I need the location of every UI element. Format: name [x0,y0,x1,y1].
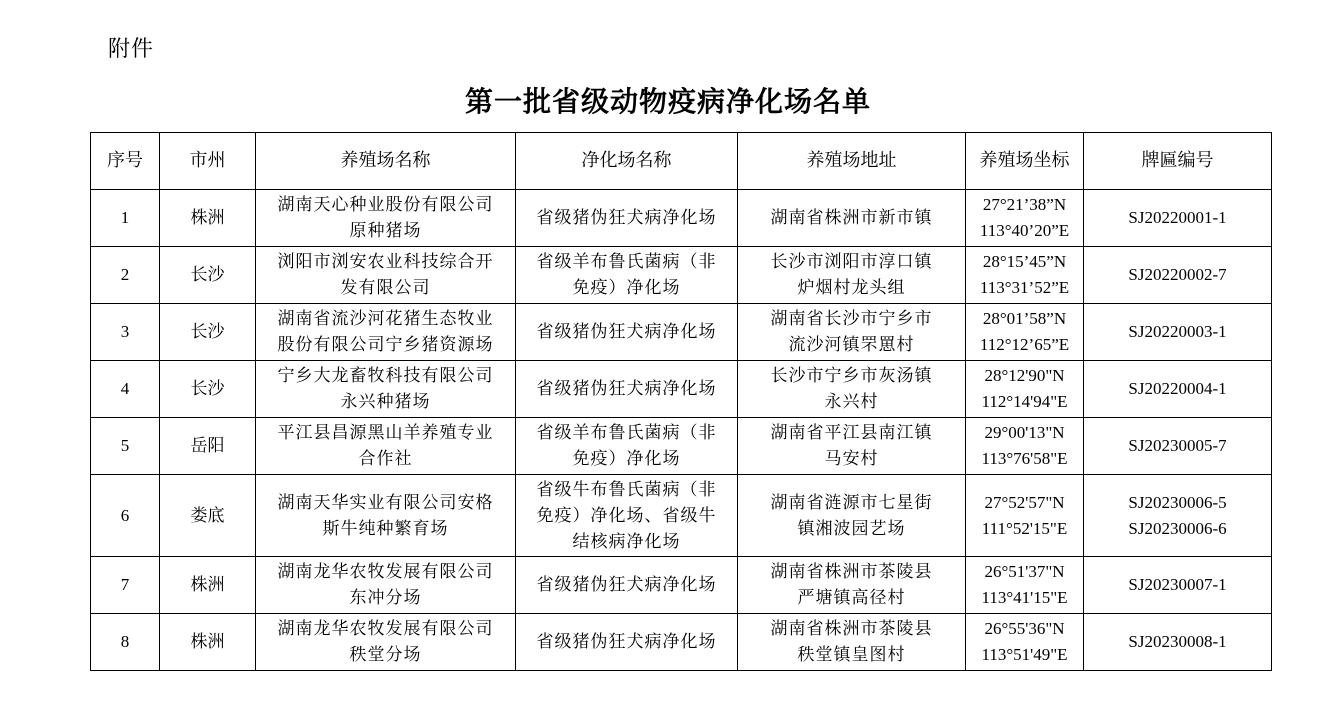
cell-coordinates [966,614,1084,671]
cell-farm-name [256,418,516,475]
cell-plaque-code [1084,614,1272,671]
cell-farm-address-line: 永兴村 [824,392,879,412]
cell-coordinates-line: 26°51'37"N [984,562,1065,581]
table-row [91,418,1272,475]
cell-farm-address [738,190,966,247]
cell-farm-name [256,361,516,418]
cell-farm-name-line: 湖南省流沙河花猪生态牧业 [277,309,494,329]
cell-farm-address-line: 严塘镇高径村 [797,588,906,608]
cell-no: 3 [91,304,160,361]
cell-coordinates [966,190,1084,247]
cell-coordinates [966,475,1084,557]
cell-farm-name [256,557,516,614]
cell-plaque-code-line: SJ20220002-7 [1128,265,1227,284]
cell-farm-address [738,614,966,671]
cell-farm-name [256,304,516,361]
cell-farm-name [256,247,516,304]
cell-farm-name-line: 湖南龙华农牧发展有限公司 [277,619,494,639]
cell-plaque-code [1084,247,1272,304]
cell-no: 6 [91,475,160,557]
table-row [91,475,1272,557]
cell-farm-address [738,304,966,361]
cell-coordinates-line: 27°52'57"N [984,492,1065,512]
cell-coordinates-line: 29°00'13"N [984,423,1065,442]
cell-city: 娄底 [160,475,256,557]
cell-coordinates-line: 28°12'90"N [984,366,1065,385]
cell-plaque-code-line: SJ20230006-6 [1128,518,1227,538]
cell-farm-address-line: 湖南省株洲市茶陵县 [770,619,933,639]
cell-farm-name-line: 永兴种猪场 [340,392,431,412]
cell-coordinates-line: 113°76'58"E [981,449,1068,468]
cell-purification-name [516,190,738,247]
cell-purification-name-line: 省级猪伪狂犬病净化场 [536,632,717,652]
cell-purification-name [516,614,738,671]
cell-plaque-code-line: SJ20220001-1 [1128,208,1227,227]
table-row [91,247,1272,304]
table-row [91,557,1272,614]
cell-coordinates-line: 112°12’65”E [979,335,1070,354]
cell-farm-address [738,557,966,614]
cell-farm-address [738,418,966,475]
cell-city: 株洲 [160,190,256,247]
cell-purification-name-line: 省级猪伪狂犬病净化场 [536,379,717,399]
cell-purification-name-line: 省级羊布鲁氏菌病（非 [536,252,717,272]
cell-coordinates [966,361,1084,418]
cell-plaque-code-line: SJ20220003-1 [1128,322,1227,341]
cell-farm-name-line: 湖南天华实业有限公司安格 [277,492,494,513]
column-header-farm-name: 养殖场名称 [256,133,516,190]
cell-coordinates [966,247,1084,304]
cell-plaque-code [1084,557,1272,614]
purification-farm-table [90,132,1272,671]
cell-farm-address-line: 湖南省涟源市七星街 [770,492,933,513]
cell-plaque-code [1084,304,1272,361]
cell-farm-address-line: 秩堂镇皇图村 [797,645,906,665]
cell-farm-name-line: 宁乡大龙畜牧科技有限公司 [277,366,494,386]
cell-purification-name-line: 省级羊布鲁氏菌病（非 [536,423,717,443]
cell-farm-name-line: 斯牛纯种繁育场 [322,518,449,539]
table-body [91,190,1272,671]
cell-farm-address [738,247,966,304]
cell-farm-address-line: 长沙市浏阳市淳口镇 [770,252,933,272]
cell-coordinates [966,304,1084,361]
column-header-plaque-code: 牌匾编号 [1084,133,1272,190]
table-header-row [91,133,1272,190]
cell-farm-name-line: 合作社 [358,449,413,469]
column-header-city: 市州 [160,133,256,190]
attachment-label: 附件 [108,37,155,62]
cell-coordinates-line: 28°15’45”N [982,252,1067,271]
cell-city: 岳阳 [160,418,256,475]
cell-purification-name-line: 免疫）净化场 [572,449,681,469]
column-header-no: 序号 [91,133,160,190]
cell-coordinates [966,557,1084,614]
cell-no: 7 [91,557,160,614]
cell-plaque-code [1084,475,1272,557]
cell-purification-name-line: 免疫）净化场 [572,278,681,298]
cell-city: 株洲 [160,614,256,671]
cell-plaque-code-line: SJ20230006-5 [1128,492,1227,512]
table-row [91,361,1272,418]
cell-coordinates-line: 27°21’38”N [982,195,1067,214]
cell-no: 5 [91,418,160,475]
cell-farm-name-line: 发有限公司 [340,278,431,298]
cell-coordinates-line: 26°55'36"N [984,619,1065,638]
cell-farm-name [256,475,516,557]
cell-farm-address-line: 湖南省株洲市茶陵县 [770,562,933,582]
cell-coordinates [966,418,1084,475]
column-header-purification-name: 净化场名称 [516,133,738,190]
cell-coordinates-line: 113°31’52”E [979,278,1070,297]
cell-farm-name-line: 秩堂分场 [349,645,422,665]
cell-no: 4 [91,361,160,418]
cell-farm-name-line: 股份有限公司宁乡猪资源场 [277,335,494,355]
cell-farm-name-line: 东冲分场 [349,588,422,608]
cell-farm-name-line: 湖南天心种业股份有限公司 [277,195,494,215]
cell-farm-name-line: 平江县昌源黑山羊养殖专业 [277,423,494,443]
cell-plaque-code [1084,361,1272,418]
cell-farm-address [738,475,966,557]
cell-city: 长沙 [160,361,256,418]
cell-farm-name-line: 湖南龙华农牧发展有限公司 [277,562,494,582]
cell-plaque-code-line: SJ20220004-1 [1128,379,1227,398]
cell-purification-name-line: 省级牛布鲁氏菌病（非 [536,479,717,500]
cell-plaque-code [1084,190,1272,247]
cell-no: 8 [91,614,160,671]
cell-plaque-code-line: SJ20230007-1 [1128,575,1227,594]
cell-purification-name-line: 省级猪伪狂犬病净化场 [536,575,717,595]
cell-purification-name [516,304,738,361]
cell-coordinates-line: 111°52'15"E [981,518,1068,538]
cell-coordinates-line: 112°14'94"E [981,392,1068,411]
cell-plaque-code-line: SJ20230008-1 [1128,632,1227,651]
cell-farm-address-line: 马安村 [824,449,879,469]
column-header-farm-address: 养殖场地址 [738,133,966,190]
cell-plaque-code-line: SJ20230005-7 [1128,436,1227,455]
cell-coordinates-line: 113°40’20”E [979,221,1070,240]
cell-no: 2 [91,247,160,304]
column-header-coordinates: 养殖场坐标 [966,133,1084,190]
cell-purification-name-line: 免疫）净化场、省级牛 [536,505,717,526]
document-title: 第一批省级动物疫病净化场名单 [464,85,871,118]
cell-city: 长沙 [160,247,256,304]
table-row [91,614,1272,671]
cell-farm-address-line: 炉烟村龙头组 [797,278,906,298]
cell-purification-name [516,418,738,475]
cell-farm-address [738,361,966,418]
cell-coordinates-line: 113°41'15"E [981,588,1068,607]
cell-city: 株洲 [160,557,256,614]
cell-city: 长沙 [160,304,256,361]
cell-purification-name [516,361,738,418]
cell-purification-name [516,557,738,614]
cell-purification-name-line: 省级猪伪狂犬病净化场 [536,208,717,228]
table-row [91,304,1272,361]
cell-purification-name [516,475,738,557]
cell-farm-name [256,190,516,247]
cell-farm-name [256,614,516,671]
cell-coordinates-line: 113°51'49"E [981,645,1068,664]
cell-coordinates-line: 28°01’58”N [982,309,1067,328]
cell-plaque-code [1084,418,1272,475]
cell-farm-address-line: 长沙市宁乡市灰汤镇 [770,366,933,386]
cell-farm-name-line: 浏阳市浏安农业科技综合开 [277,252,494,272]
cell-farm-name-line: 原种猪场 [349,221,422,241]
cell-farm-address-line: 湖南省长沙市宁乡市 [770,309,933,329]
table-row [91,190,1272,247]
cell-purification-name [516,247,738,304]
cell-farm-address-line: 湖南省平江县南江镇 [770,423,933,443]
cell-farm-address-line: 湖南省株洲市新市镇 [770,208,933,228]
cell-no: 1 [91,190,160,247]
cell-farm-address-line: 流沙河镇罘罳村 [788,335,915,355]
cell-purification-name-line: 结核病净化场 [572,531,681,552]
cell-purification-name-line: 省级猪伪狂犬病净化场 [536,322,717,342]
cell-farm-address-line: 镇湘波园艺场 [797,518,906,539]
